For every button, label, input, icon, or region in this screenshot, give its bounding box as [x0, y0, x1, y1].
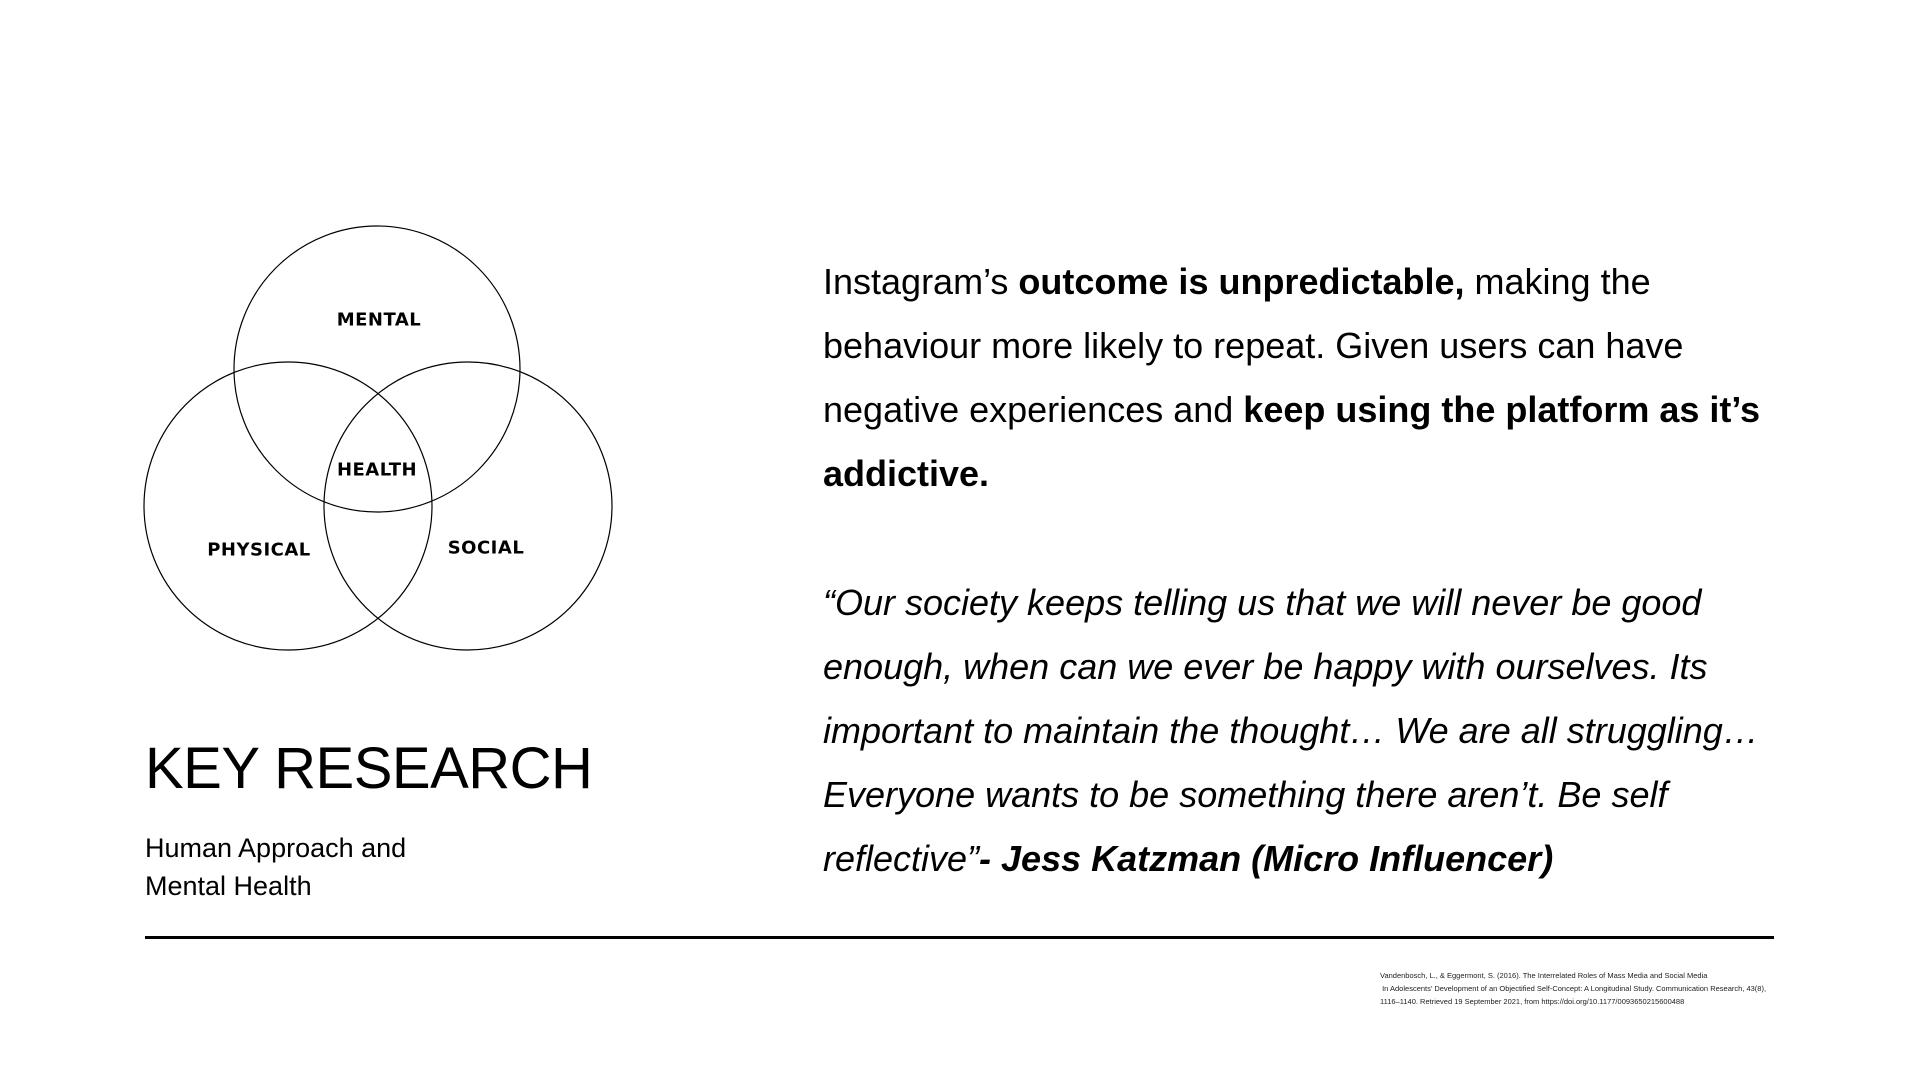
subtitle-line-2: Mental Health [145, 871, 312, 901]
citation-line-3: 1116–1140. Retrieved 19 September 2021, from https://doi.org/10.1177/0093650215600488 [1380, 997, 1685, 1006]
subtitle-line-1: Human Approach and [145, 833, 407, 863]
venn-circles [140, 220, 620, 660]
research-summary [823, 250, 1783, 506]
citation [1380, 969, 1766, 1008]
divider-line [145, 936, 1774, 939]
summary-emphasis-2: keep using the platform as it’s addictive. [823, 389, 1761, 494]
venn-label-social: SOCIAL [447, 537, 525, 559]
venn-label-physical: PHYSICAL [207, 539, 311, 561]
page-title: KEY RESEARCH [145, 736, 593, 801]
quote-attribution: - Jess Katzman (Micro Influencer) [979, 838, 1554, 879]
citation-line-2: In Adolescents’ Development of an Objectified Self-Concept: A Longitudinal Study. Communication Research, 43(8), [1380, 984, 1767, 993]
venn-label-mental: MENTAL [336, 309, 422, 331]
quote-text: “Our society keeps telling us that we will never be good enough, when can we ever be happy with ourselves. Its important to maintain the thought… We are all struggling… Everyone wants to be something there aren’t. Be self reflective” [823, 582, 1759, 879]
venn-label-health: HEALTH [336, 459, 418, 481]
summary-text-2: making the behaviour more likely to repeat. Given users can have negative experiences and [823, 261, 1684, 430]
influencer-quote [823, 571, 1783, 891]
summary-emphasis-1: outcome is unpredictable, [1018, 261, 1465, 302]
citation-line-1: Vandenbosch, L., & Eggermont, S. (2016). The Interrelated Roles of Mass Media and Social Media [1380, 971, 1708, 980]
page-subtitle [145, 829, 406, 905]
venn-diagram [140, 220, 620, 660]
circle-social [324, 362, 612, 650]
circle-physical [144, 362, 432, 650]
summary-text-1: Instagram’s [823, 261, 1019, 302]
